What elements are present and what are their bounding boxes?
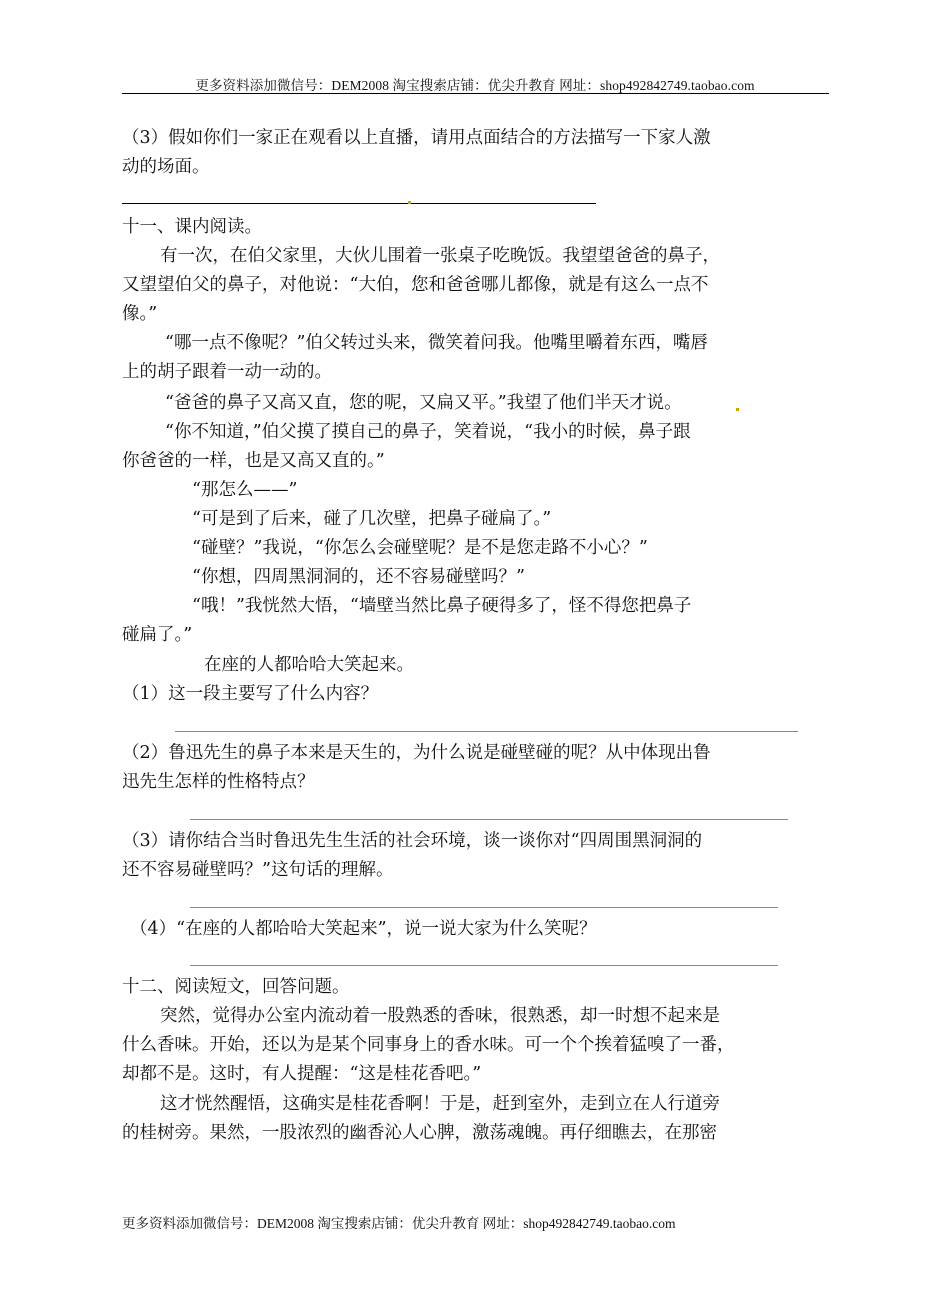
passage-line: 碰扁了。” [122,625,193,645]
passage-line: “你不知道，”伯父摸了摸自己的鼻子，笑着说，“我小的时候，鼻子跟 [165,422,691,442]
passage-line: 突然，觉得办公室内流动着一股熟悉的香味，很熟悉，却一时想不起来是 [160,1006,720,1026]
section-11-title: 十一、课内阅读。 [122,217,262,237]
passage-line: “那怎么——” [192,480,298,500]
passage-line: “哪一点不像呢？”伯父转过头来，微笑着问我。他嘴里嚼着东西，嘴唇 [165,333,708,353]
passage-line: 什么香味。开始，还以为是某个同事身上的香水味。可一个个挨着猛嗅了一番， [122,1035,735,1055]
passage-line: 在座的人都哈哈大笑起来。 [204,655,414,675]
passage-line: 上的胡子跟着一动一动的。 [122,362,332,382]
answer-line [122,203,596,204]
passage-line: “碰壁？”我说，“你怎么会碰壁呢？是不是您走路不小心？” [192,538,648,558]
question-2-line-2: 迅先生怎样的性格特点？ [122,772,315,792]
question-3-line-2: 还不容易碰壁吗？”这句话的理解。 [122,860,394,880]
passage-line: “爸爸的鼻子又高又直，您的呢，又扁又平。”我望了他们半天才说。 [165,393,682,413]
passage-line: 有一次，在伯父家里，大伙儿围着一张桌子吃晚饭。我望望爸爸的鼻子， [160,246,720,266]
stray-mark [736,408,739,411]
question-1: （1）这一段主要写了什么内容？ [122,684,379,704]
question-2-line-1: （2）鲁迅先生的鼻子本来是天生的，为什么说是碰壁碰的呢？从中体现出鲁 [122,743,711,763]
passage-line: 却都不是。这时，有人提醒：“这是桂花香吧。” [122,1064,482,1084]
passage-line: “可是到了后来，碰了几次壁，把鼻子碰扁了。” [192,509,552,529]
stray-mark [408,201,411,204]
passage-line: “哦！”我恍然大悟，“墙壁当然比鼻子硬得多了，怪不得您把鼻子 [192,596,692,616]
section-12-title: 十二、阅读短文，回答问题。 [122,977,350,997]
page-footer: 更多资料添加微信号：DEM2008 淘宝搜索店铺：优尖升教育 网址：shop492842749.taobao.com [122,1216,676,1231]
answer-line [190,907,778,908]
passage-line: “你想，四周黑洞洞的，还不容易碰壁吗？” [192,567,525,587]
passage-line: 这才恍然醒悟，这确实是桂花香啊！于是，赶到室外，走到立在人行道旁 [160,1094,720,1114]
header-divider [122,93,829,94]
passage-line: 又望望伯父的鼻子，对他说：“大伯，您和爸爸哪儿都像，就是有这么一点不 [122,275,709,295]
answer-line [190,819,788,820]
answer-line [190,965,778,966]
question-3-line-1: （3）请你结合当时鲁迅先生生活的社会环境，谈一谈你对“四周围黑洞洞的 [122,831,703,851]
answer-line [175,731,798,732]
passage-line: 的桂树旁。果然，一股浓烈的幽香沁人心脾，激荡魂魄。再仔细瞧去，在那密 [122,1123,717,1143]
page-header: 更多资料添加微信号：DEM2008 淘宝搜索店铺：优尖升教育 网址：shop492842749.taobao.com [195,78,755,93]
question-4: （4）“在座的人都哈哈大笑起来”，说一说大家为什么笑呢？ [130,919,597,939]
passage-line: 你爸爸的一样，也是又高又直的。” [122,451,385,471]
question-3-line-1: （3）假如你们一家正在观看以上直播，请用点面结合的方法描写一下家人激 [122,128,711,148]
question-3-line-2: 动的场面。 [122,157,210,177]
passage-line: 像。” [122,304,158,324]
